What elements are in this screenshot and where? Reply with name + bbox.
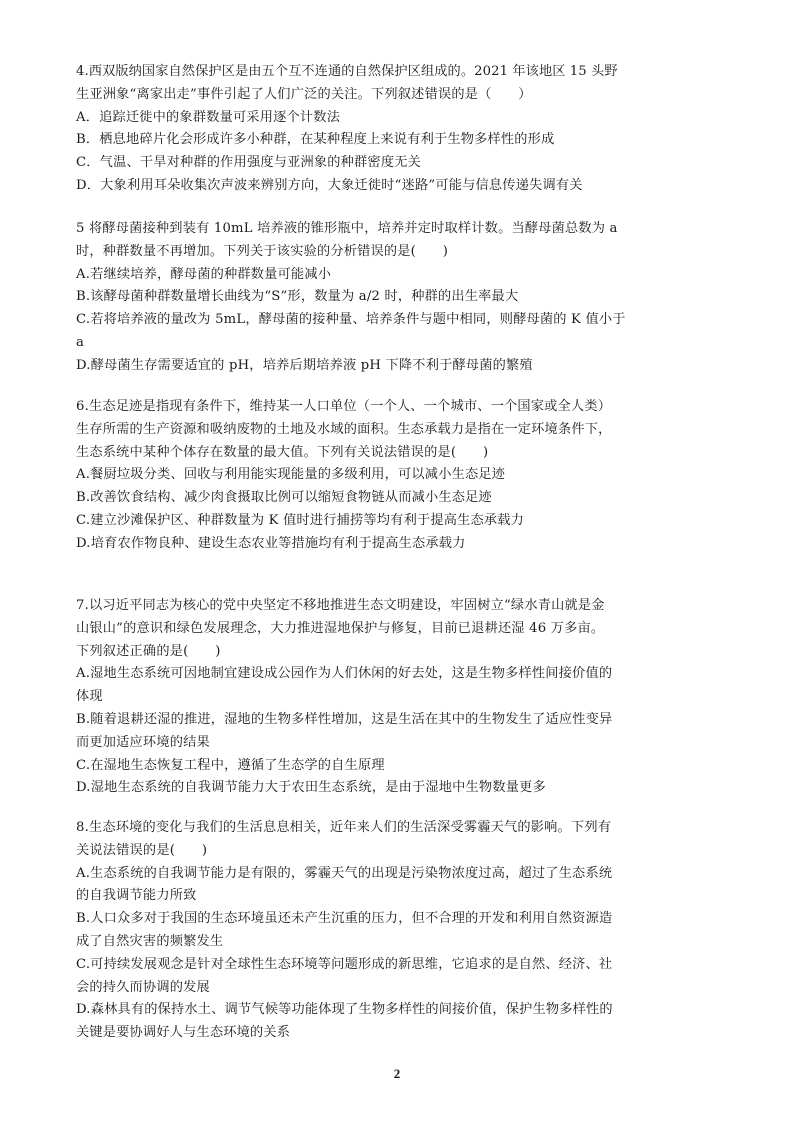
- question-5: [76, 218, 666, 378]
- option-d: D.湿地生态系统的自我调节能力大于农田生态系统，是由于湿地中生物数量更多: [76, 780, 546, 796]
- option-b: B．栖息地碎片化会形成许多小种群，在某种程度上来说有利于生物多样性的形成: [76, 132, 555, 148]
- option-c: C.建立沙滩保护区、种群数量为 K 值时进行捕捞等均有利于提高生态承载力: [76, 512, 525, 528]
- option-b-continued: 而更加适应环境的结果: [76, 734, 210, 750]
- option-c: C.在湿地生态恢复工程中，遵循了生态学的自生原理: [76, 757, 385, 773]
- option-d-continued: 关键是要协调好人与生态环境的关系: [76, 1025, 291, 1041]
- question-7: [76, 595, 666, 800]
- option-b: B.随着退耕还湿的推进，湿地的生物多样性增加，这是生活在其中的生物发生了适应性变异: [76, 711, 613, 727]
- option-d: D.森林具有的保持水土、调节气候等功能体现了生物多样性的间接价值，保护生物多样性的: [76, 1002, 613, 1018]
- question-stem-line: 4.西双版纳国家自然保护区是由五个互不连通的自然保护区组成的。2021 年该地区 15 头野: [76, 64, 618, 79]
- question-stem-line: 6.生态足迹是指现有条件下，维持某一人口单位（一个人、一个城市、一个国家或全人类）: [76, 399, 612, 414]
- question-8: [76, 817, 666, 1045]
- option-c: C．气温、干旱对种群的作用强度与亚洲象的种群密度无关: [76, 155, 421, 171]
- option-c-continued: 会的持久而协调的发展: [76, 979, 210, 995]
- option-b-continued: 成了自然灾害的频繁发生: [76, 933, 224, 949]
- option-a: A.若继续培养，酵母菌的种群数量可能减小: [76, 266, 332, 282]
- question-6: [76, 396, 666, 556]
- question-stem-line: 7.以习近平同志为核心的党中央坚定不移地推进生态文明建设，牢固树立“绿水青山就是金: [76, 598, 605, 613]
- option-b: B.该酵母菌种群数量增长曲线为“S”形，数量为 a/2 时，种群的出生率最大: [76, 289, 519, 305]
- option-b: B.人口众多对于我国的生态环境虽还未产生沉重的压力，但不合理的开发和利用自然资源造: [76, 911, 613, 927]
- option-a: A.生态系统的自我调节能力是有限的，雾霾天气的出现是污染物浓度过高，超过了生态系统: [76, 865, 613, 881]
- option-d: D．大象利用耳朵收集次声波来辨别方向，大象迁徙时“迷路”可能与信息传递失调有关: [76, 177, 583, 193]
- option-d: D.培育农作物良种、建设生态农业等措施均有利于提高生态承载力: [76, 535, 466, 551]
- option-a-continued: 体现: [76, 689, 103, 705]
- option-a-continued: 的自我调节能力所致: [76, 888, 197, 904]
- question-stem-line: 生亚洲象“离家出走”事件引起了人们广泛的关注。下列叙述错误的是（ ）: [76, 86, 532, 102]
- option-d: D.酵母菌生存需要适宜的 pH，培养后期培养液 pH 下降不利于酵母菌的繁殖: [76, 357, 533, 373]
- page-number: 2: [393, 1066, 401, 1081]
- question-stem-line: 山银山”的意识和绿色发展理念，大力推进湿地保护与修复，目前已退耕还湿 46 万多亩。: [76, 620, 605, 636]
- option-a: A.餐厨垃圾分类、回收与利用能实现能量的多级利用，可以减小生态足迹: [76, 467, 506, 483]
- question-stem-line: 时，种群数量不再增加。下列关于该实验的分析错误的是( ): [76, 243, 449, 259]
- option-b: B.改善饮食结构、减少肉食摄取比例可以缩短食物链从而减小生态足迹: [76, 490, 492, 506]
- question-stem-line: 生存所需的生产资源和吸纳废物的土地及水域的面积。生态承载力是指在一定环境条件下，: [76, 421, 612, 437]
- question-4: [76, 61, 666, 198]
- option-a: A.湿地生态系统可因地制宜建设成公园作为人们休闲的好去处，这是生物多样性间接价值的: [76, 666, 613, 682]
- question-stem-line: 8.生态环境的变化与我们的生活息息相关，近年来人们的生活深受雾霾天气的影响。下列有: [76, 820, 612, 835]
- option-c: C.若将培养液的量改为 5mL，酵母菌的接种量、培养条件与题中相同，则酵母菌的 K 值小于: [76, 312, 626, 328]
- question-stem-line: 生态系统中某种个体存在数量的最大值。下列有关说法错误的是( ): [76, 444, 489, 460]
- option-c: C.可持续发展观念是针对全球性生态环境等问题形成的新思维，它追求的是自然、经济、社: [76, 956, 613, 972]
- question-stem-line: 关说法错误的是( ): [76, 842, 208, 858]
- option-a: A．追踪迁徙中的象群数量可采用逐个计数法: [76, 109, 341, 125]
- question-stem-line: 5 将酵母菌接种到装有 10mL 培养液的锥形瓶中，培养并定时取样计数。当酵母菌总数为 a: [76, 221, 618, 236]
- question-stem-line: 下列叙述正确的是( ): [76, 643, 221, 659]
- option-c-continued: a: [76, 334, 85, 350]
